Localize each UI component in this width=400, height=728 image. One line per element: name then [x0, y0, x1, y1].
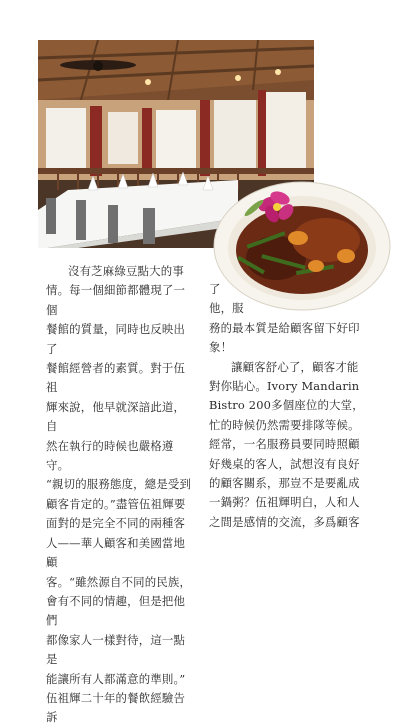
left-text-column	[46, 262, 196, 728]
text-line: 客。“雖然源自不同的民族，	[46, 574, 192, 589]
text-line: 一鍋粥？伍祖輝明白，人和人	[209, 495, 360, 510]
text-line: 了	[209, 282, 221, 296]
text-line: 經常，一名服務員要同時照顧	[209, 437, 360, 452]
text-line: 他，服	[209, 301, 244, 316]
text-line: 餐館經營者的素質。對于伍祖	[46, 361, 186, 395]
text-line: 忙的時候仍然需要排隊等候。	[209, 417, 360, 432]
text-line: 讓顧客舒心了，顧客才能	[231, 359, 359, 374]
text-line: 情。每一個細節都體現了一個	[46, 283, 186, 317]
text-line: 餐館的質量，同時也反映出了	[46, 322, 186, 356]
text-line: 人——華人顧客和美國當地顧	[46, 535, 186, 570]
text-line: 好幾桌的客人，試想沒有良好	[209, 456, 360, 471]
text-line: 能讓所有人都滿意的準則。”	[46, 671, 186, 686]
text-line: 會有不同的情趣，但是把他們	[46, 593, 186, 628]
text-line: 顧客肯定的。”盡管伍祖輝要	[46, 496, 186, 511]
text-line: 都像家人一樣對待，這一點是	[46, 632, 186, 667]
text-line: 面對的是完全不同的兩種客	[46, 516, 186, 531]
text-line: 象！	[209, 340, 233, 355]
text-line: 務的最本質是給顧客留下好印	[209, 320, 360, 335]
text-line: 伍祖輝二十年的餐飲經驗告訴	[46, 690, 186, 725]
text-line: 對你貼心。Ivory Mandarin	[209, 379, 360, 394]
text-line: 的顧客關系，那豈不是要亂成	[209, 476, 360, 491]
text-line: 之間是感情的交流，多爲顧客	[209, 514, 360, 529]
text-line: 然在執行的時候也嚴格遵守。	[46, 438, 174, 473]
text-line: Bistro 200多個座位的大堂，	[209, 398, 364, 413]
right-text-column	[209, 280, 379, 532]
text-line: 輝來說，他早就深諳此道，自	[46, 399, 186, 434]
text-line: “親切的服務態度，總是受到	[46, 477, 192, 492]
text-line: 沒有芝麻綠豆點大的事	[68, 264, 184, 278]
